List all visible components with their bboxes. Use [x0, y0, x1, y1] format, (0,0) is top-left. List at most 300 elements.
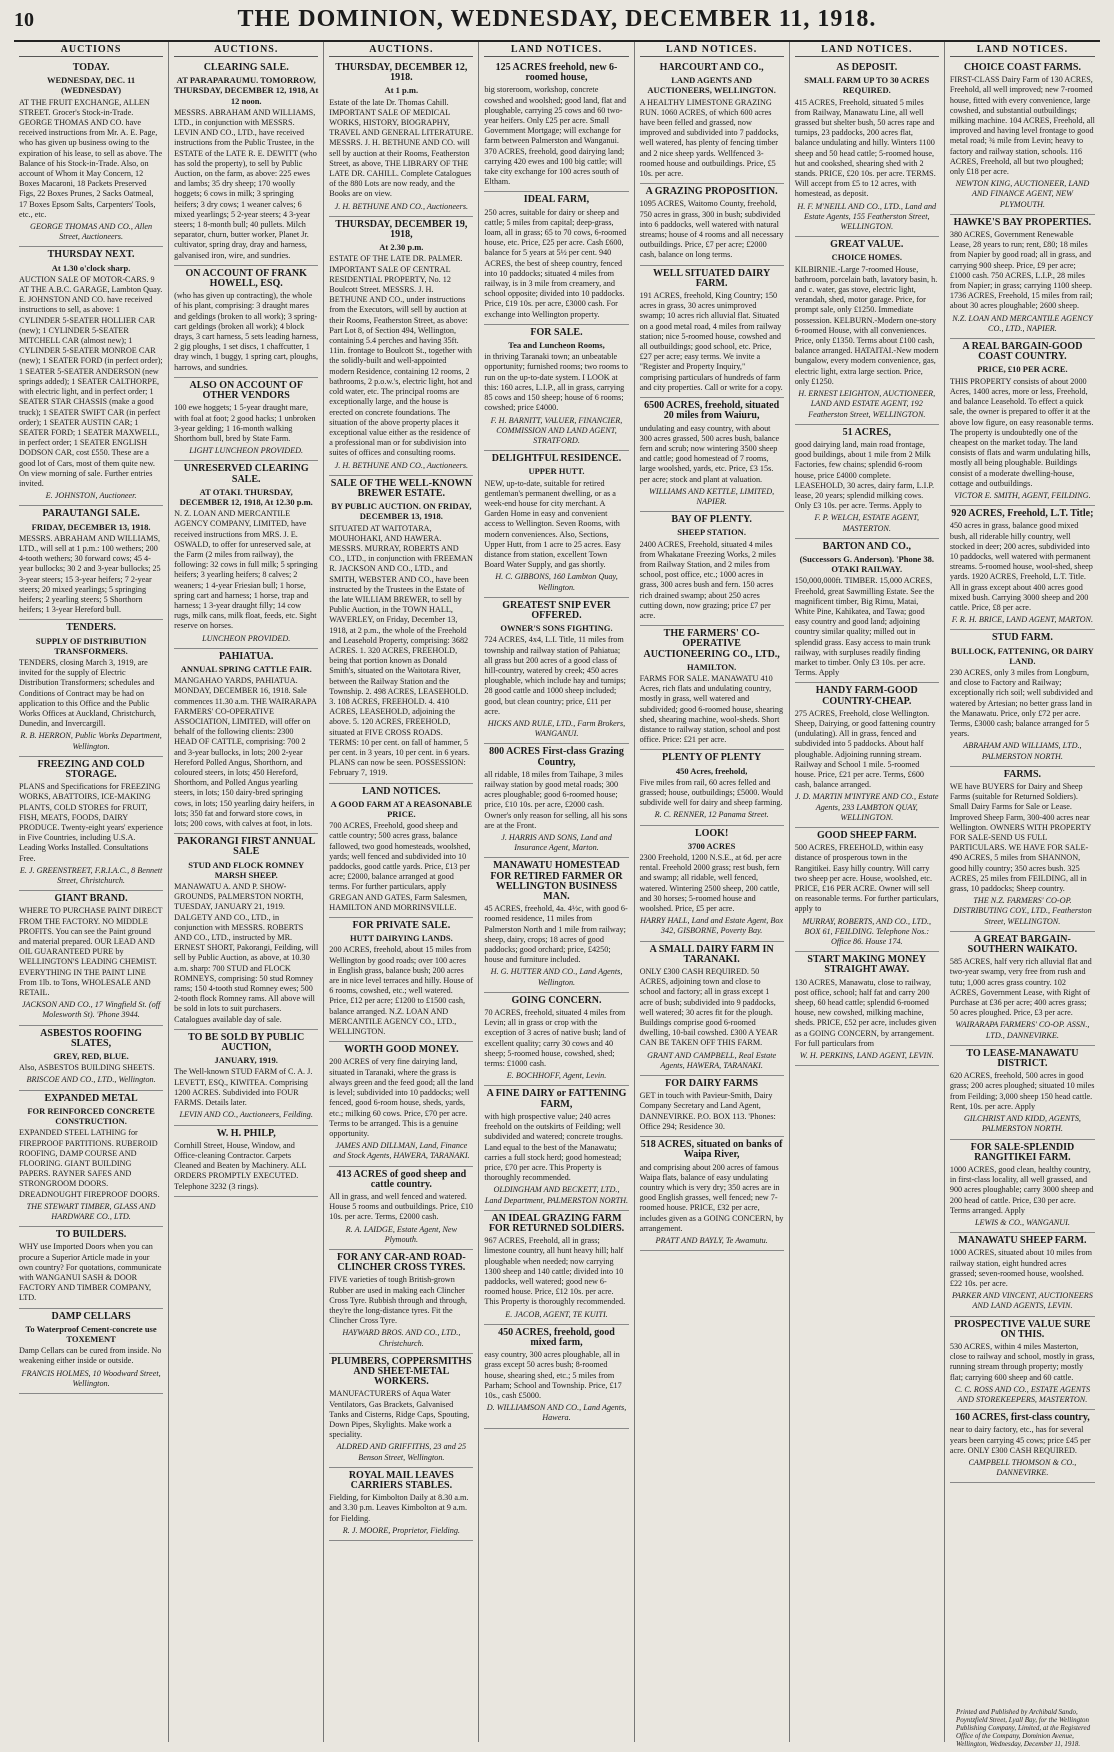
ad-subtitle: WEDNESDAY, DEC. 11 (WEDNESDAY) [46, 75, 136, 96]
ad-title: ALSO ON ACCOUNT OF OTHER VENDORS [189, 379, 303, 402]
ad-body: All in grass, and well fenced and watered. House 5 rooms and outbuildings. Price, £10 10s. per acre. Terms, £2000 cash. [329, 1191, 474, 1222]
ad-subtitle: BULLOCK, FATTENING, OR DAIRY LAND. [951, 645, 1094, 666]
ad-title: CLEARING SALE. [203, 62, 289, 73]
classified-ad [174, 834, 318, 1030]
classified-ad [19, 891, 163, 1025]
classified-ad [950, 60, 1095, 215]
ad-subtitle: UPPER HUTT. [528, 466, 585, 477]
column-heading: LAND NOTICES. [484, 44, 628, 57]
classified-ad [484, 1325, 628, 1429]
ad-subtitle: HUTT DAIRYING LANDS. [349, 933, 453, 944]
column-heading: LAND NOTICES. [950, 44, 1095, 57]
classified-ad [174, 461, 318, 648]
classified-ad [329, 476, 473, 784]
classified-ad [950, 630, 1095, 766]
ad-advertiser: PARKER AND VINCENT, AUCTIONEERS AND LAND AGENTS, LEVIN. [951, 1291, 1093, 1311]
ad-body: (who has given up contracting), the whole of his plant, comprising: 3 draught mares and geldings (broken to all work); 3 spring-cart geldings (broken all work); 4 block drays, 3 cart harness, 5 sets leading harness, 2 gig ploughs, 1 set discs, 1 chaffcutter, 1 dray winch, 1 buggy, 1 spring cart, ploughs, harrows, and sundries. [174, 291, 319, 372]
ad-title: IDEAL FARM, [523, 194, 590, 206]
ad-body: N. Z. LOAN AND MERCANTILE AGENCY COMPANY, LIMITED, have received instructions from MRS. J. E. OSWALD, to offer for unreserved sale, at the Farm (2 miles from railway), the following: 32 cows in full milk; 5 springing heifers; 3 yearling heifers; 8 calves; 2 weaners; 1 4-year Friesian bull; 1 horse, spring cart and harness; 1 horse, trap and harness; 1 3-year draught filly; 14 cow rugs, milk cans, milk float, feeds, etc. Sight reserve on horses. [174, 509, 318, 631]
ad-title: ASBESTOS ROOFING SLATES, [40, 1027, 142, 1049]
ad-title: WELL SITUATED DAIRY FARM. [652, 267, 771, 289]
ad-advertiser: JAMES AND DILLMAN, Land, Finance and Stock Agents, HAWERA, TARANAKI. [333, 1141, 470, 1161]
ad-title: FOR SALE. [530, 326, 583, 338]
ad-body: 70 ACRES, freehold, situated 4 miles from Levin; all in grass or crop with the exception of 3 acres of native bush; land of excellent quality; carry 30 cows and 40 sheep; 5-roomed house, cowshed, shed; terms: £1000 cash. [484, 1008, 626, 1069]
ad-title: ROYAL MAIL LEAVES CARRIERS STABLES. [348, 1469, 454, 1491]
ad-advertiser: VICTOR E. SMITH, AGENT, FEILDING. [954, 490, 1091, 500]
classified-ad [950, 932, 1095, 1046]
classified-ad [795, 952, 939, 1066]
ad-title: PLUMBERS, COPPERSMITHS AND SHEET-METAL WORKERS. [331, 1355, 472, 1388]
ad-body: Fielding, for Kimbolton Daily at 8.30 a.m. and 3.30 p.m. Leaves Kimbolton at 9 a.m. for Fielding. [329, 1493, 469, 1523]
ad-advertiser: J. H. BETHUNE AND CO., Auctioneers. [334, 460, 469, 470]
ad-body: WHY use Imported Doors when you can procure a Superior Article made in your own country? For quotations, communicate with WANGANUI SASH & DOOR FACTORY AND TIMBER COMPANY, LTD. [19, 1242, 162, 1303]
ad-body: FIVE varieties of tough British-grown Rubber are used in making each Clincher Cross Tyre. Rubbish through and through, they're the long-distance tyres. Fit the Clincher Cross Tyre. [329, 1275, 468, 1326]
ad-subtitle: GREY, RED, BLUE. [53, 1051, 129, 1062]
ad-advertiser: JACKSON AND CO., 17 Wingfield St. (off Molesworth St). 'Phone 3944. [21, 1000, 161, 1020]
classified-ad [484, 1086, 628, 1210]
ad-body: 150,000,000ft. TIMBER. 15,000 ACRES, Freehold, great Sawmilling Estate. See the magnificent timber, Big Rimu, Matai, White Pine, Kahikatea, and Tawa; good easy country and good land; adjoining country similar quality; milled out in splendid grass. Easy access to main trunk railway, with surpluses readily finding market to timber. Only £3 10s. per acre. Terms. Apply [794, 576, 935, 678]
classified-ad [484, 60, 628, 192]
ad-body: 530 ACRES, within 4 miles Masterton, close to railway and school, mostly in grass, running stream through property; mostly flat; carrying 600 sheep and 60 cattle. [949, 1341, 1095, 1382]
ad-title: START MAKING MONEY STRAIGHT AWAY. [807, 954, 927, 976]
ad-advertiser: FRANCIS HOLMES, 10 Woodward Street, Wellington. [21, 1368, 161, 1388]
classified-ad [19, 1026, 163, 1091]
ad-body: good dairying land, main road frontage, good buildings, about 1 mile from 2 Milk Factories, few chains; splendid 6-room house, price £4000 complete. LEASEHOLD, 30 acres, dairy farm, L.I.P. lease, 20 years; splendid milking cows. Only £3 10s. per acre. Terms. Apply to [794, 439, 935, 511]
ad-advertiser: MURRAY, ROBERTS, AND CO., LTD., BOX 61, FEILDING. Telephone Nos.: Office 86. House 174. [802, 916, 932, 947]
ad-advertiser: OLDINGHAM AND BECKETT, LTD., Land Department, PALMERSTON NORTH. [484, 1185, 629, 1205]
ad-title: LOOK! [694, 827, 729, 839]
column-6 [790, 42, 945, 1742]
classified-ad [640, 750, 784, 825]
ad-body: 230 ACRES, only 3 miles from Longburn, and close to Factory and Railway; exceptionally rich soil; well subdivided and watered by Artesian; no better grass land in the Manawatu. Price, only £72 per acre. Terms, £3000 cash; balance arranged for 5 years. [949, 667, 1093, 739]
ad-advertiser: HICKS AND RULE, LTD., Farm Brokers, WANGANUI. [487, 718, 626, 739]
classified-ad [795, 539, 939, 684]
column-2 [169, 42, 324, 1742]
classified-ad [19, 1309, 163, 1394]
ad-subtitle: At 1 p.m. [384, 85, 419, 96]
ad-title: 920 ACRES, Freehold, L.T. Title; [951, 508, 1094, 520]
ad-body: ESTATE OF THE LATE DR. PALMER. IMPORTANT SALE OF CENTRAL RESIDENTIAL PROPERTY, No. 12 Boulcott Street. MESSRS. J. H. BETHUNE AND CO., under instructions from the Executors, will sell by auction at their Rooms, Featherston Street, as above: Part Lot 8, of Section 494, Wellington, containing 5.4 perches and having 35ft. 11in. frontage to Boulcott St., together with the solidly-built and well-appointed modern Residence, containing 12 rooms, 2 bathrooms, 2 p.o.w.'s, electric light, hot and cold water, etc. The principal rooms are exceptionally large, and the house is erected on concrete foundations. The situation of the above property places it exceptional value either as the residence of a professional man or for subdivision into suites of offices and consulting rooms. [329, 254, 473, 458]
ad-title: PAHIATUA. [219, 650, 274, 662]
ad-title: 413 ACRES of good sheep and cattle country. [336, 1168, 467, 1190]
column-heading: AUCTIONS. [329, 44, 473, 57]
classified-ad [640, 60, 784, 184]
classified-ad [19, 1091, 163, 1227]
classified-ad [950, 215, 1095, 339]
ad-title: BAY OF PLENTY. [671, 514, 752, 526]
ad-body: Cornhill Street, House, Window, and Office-cleaning Contractor. Carpets Cleaned and Beaten by Machinery. ALL ORDERS PROMPTLY EXECUTED. Telephone 3232 (3 rings). [174, 1140, 307, 1191]
classified-ad [950, 1410, 1095, 1483]
ad-body: ONLY £300 CASH REQUIRED. 50 ACRES, adjoining town and close to school and factory; all in grass except 1 acre of bush; subdivided into 9 paddocks, well watered; 30 acres fit for the plough. Buildings comprise good 6-roomed dwelling, 10-bail cowshed. £300 A YEAR CAN BE TAKEN OFF THIS FARM. [639, 967, 778, 1048]
ad-advertiser: ABRAHAM AND WILLIAMS, LTD., PALMERSTON NORTH. [963, 741, 1082, 761]
ad-title: DELIGHTFUL RESIDENCE. [491, 453, 622, 465]
ad-body: in thriving Taranaki town; an unbeatable opportunity; furnished rooms; two rooms to run on the up-to-date system. I LOOK at this: 160 acres, L.I.P., all in grass, carrying 85 cows and 150 sheep; house of 6 rooms; cowshed; price £4000. [484, 352, 628, 413]
ad-title: 450 ACRES, freehold, good mixed farm, [498, 1326, 615, 1348]
classified-ad [950, 767, 1095, 932]
classified-ad [640, 1076, 784, 1137]
classified-ad [329, 1167, 473, 1250]
ad-body: SITUATED AT WAITOTARA, MOUHOHAKI, AND HAWERA. MESSRS. MURRAY, ROBERTS AND CO., LTD., in conjunction with FREEMAN R. JACKSON AND CO., LTD., and SMITH, WEBSTER AND CO., have been instructed by the Trustees in the Estate of the late WILLIAM BREWER, to sell by Public Auction, in the TOWN HALL, WAVERLEY, on Friday, December 13, 1918, at 2 p.m., the whole of the Freehold and Leasehold Property, comprising: 3682 ACRES. 1. 320 ACRES, FREEHOLD, being that portion known as Donald Smith's, situated on the Waitotara River, between the Railway Station and the Township. 2. 498 ACRES, LEASEHOLD. 3. 108 ACRES, FREEHOLD. 4. 410 ACRES, LEASEHOLD, adjoining the above. 5. 120 ACRES, FREEHOLD, situated at FIVE CROSS ROADS. TERMS: 10 per cent. on fall of hammer, 5 per cent. in 3 years, 10 per cent. in 6 years. PLANS can now be seen. POSSESSION: February 7, 1919. [329, 523, 473, 778]
ad-title: W. H. PHILP, [216, 1127, 276, 1139]
classified-ad [329, 1468, 473, 1541]
ad-subtitle: HAMILTON. [686, 661, 737, 672]
ad-title: TO LEASE-MANAWATU DISTRICT. [966, 1047, 1079, 1070]
ad-title: HAWKE'S BAY PROPERTIES. [953, 216, 1092, 228]
classified-ad [795, 828, 939, 952]
ad-body: with high prospective value; 240 acres freehold on the outskirts of Feilding; well subdivided and watered; concrete troughs. Land equal to the best of the Manawatu; carries a full stock herd; good homestead; price, £70 per acre. This Property is thoroughly recommended. [484, 1111, 623, 1183]
ad-advertiser: R. J. MOORE, Proprietor, Fielding. [342, 1525, 460, 1535]
ad-body: 500 ACRES, FREEHOLD, within easy distance of prosperous town in the Rangitikei. Easy hilly country. Will carry two sheep per acre. House, woolshed, etc. PRICE, £16 PER ACRE. Owner will sell on reasonable terms. For further particulars, apply to [794, 843, 939, 914]
classified-ad [795, 425, 939, 539]
ad-subtitle: (Successors G. Anderson). 'Phone 38. OTAKI RAILWAY. [799, 553, 934, 575]
column-heading: AUCTIONS. [174, 44, 318, 57]
ad-subtitle: SHEEP STATION. [677, 527, 746, 538]
classified-ad [329, 217, 473, 476]
ad-title: HARCOURT AND CO., [659, 62, 764, 73]
ad-body: 45 ACRES, freehold, 4a. 4½c, with good 6-roomed residence, 11 miles from Palmerston North and 1 mile from railway; sheep, dairy, crops; 18 acres of good paddocks; good orchard; price, £4250; house and furniture included. [484, 904, 628, 965]
column-heading: LAND NOTICES. [795, 44, 939, 57]
ad-body: near to dairy factory, etc., has for several years been carrying 45 cows; price £45 per acre. ONLY £300 CASH REQUIRED. [949, 1425, 1091, 1455]
ad-title: GREATEST SNIP EVER OFFERED. [502, 599, 611, 621]
ad-body: MANAWATU A. AND P. SHOW-GROUNDS, PALMERSTON NORTH, TUESDAY, JANUARY 21, 1919. DALGETY AND CO., LTD., in conjunction with MESSRS. ROBERTS AND CO., LTD., instructed by MR. ERNEST SHORT, Pakorangi, Feilding, will sell by Public Auction, as above, at 10.30 a.m. sharp: 700 STUD and FLOCK ROMNEYS, comprising: 50 stud Romney rams; 150 4-tooth stud Romney ewes; 500 2-tooth flock Romney rams. All above will be sold in lots to suit purchasers. Catalogues available day of sale. [174, 882, 319, 1024]
ad-advertiser: GRANT AND CAMPBELL, Real Estate Agents, HAWERA, TARANAKI. [647, 1050, 777, 1070]
classified-ad [484, 1211, 628, 1325]
classified-ad [795, 60, 939, 237]
classified-ad [329, 1250, 473, 1354]
ad-body: THIS PROPERTY consists of about 2000 Acres, 1400 acres, more or less, Freehold, and balance Leasehold. To effect a quick sale, the owner is prepared to offer it at the above low figure, on easy reasonable terms. The property is undoubtedly one of the cheapest on the market today. The land consists of flats and warm undulating hills, mostly all being ploughable. Buildings consist of a moderate dwelling-house, cottage and outbuildings. [949, 376, 1094, 488]
ad-title: BARTON AND CO., [822, 540, 911, 552]
ad-body: AUCTION SALE OF MOTOR-CARS. 9 AT THE A.B.C. GARAGE, Lambton Quay. E. JOHNSTON AND CO. have received instructions to sell, as above: 1 CYLINDER 5-SEATER HOLLIER CAR (new); 1 CYLINDER 5-SEATER MITCHELL CAR (almost new); 1 CYLINDER 5-SEATER MONROE CAR (new); 1 SEATER FORD (in perfect order); 1 SEATER 5-SEATER ANDERSON (new springs added); 1 SEATER CALTHORPE, with electric light, and in perfect order; 1 SEATER STAR CHASSIS (make a good truck); 1 SEATER SWIFT CAR (in perfect order); 1 SEATER AUSTIN CAR; 1 SEATER FORD; 1 SEATER MAXWELL, in perfect order; 1 SEATER ENGLISH DODSON CAR, cost £550. These are a good lot of Cars, most of them quite new. On view morning of sale. Further entries invited. [19, 274, 163, 488]
ad-advertiser: F. P. WELCH, ESTATE AGENT, MASTERTON. [814, 513, 920, 533]
ad-body: 100 ewe hoggets; 1 5-year draught mare, with foal at foot; 2 good hacks; 1 unbroken 3-year gelding; 1 16-month walking Shorthorn bull, bred by State Farm. [174, 403, 316, 443]
ad-title: TODAY. [72, 62, 110, 73]
ad-subtitle: JANUARY, 1919. [214, 1055, 278, 1066]
ad-advertiser: WILLIAMS AND KETTLE, LIMITED, NAPIER. [649, 486, 775, 506]
ad-title: THE FARMERS' CO-OPERATIVE AUCTIONEERING CO., LTD., [643, 628, 780, 660]
classified-ad [950, 1233, 1095, 1316]
ad-body: undulating and easy country, with about 300 acres grassed, 500 acres bush, balance fern and scrub; now wintering 3500 sheep and cattle; good homestead of 7 rooms, large woolshed, yards, etc. Price, £3 15s. per acre; stock and plant at valuation. [639, 423, 780, 484]
ad-advertiser: THE N.Z. FARMERS' CO-OP. DISTRIBUTING COY., LTD., Featherston Street, WELLINGTON. [953, 896, 1092, 926]
ad-subtitle: STUD AND FLOCK ROMNEY MARSH SHEEP. [188, 859, 305, 880]
ad-body: MANGAHAO YARDS, PAHIATUA. MONDAY, DECEMBER 16, 1918. Sale commences 11.30 a.m. THE WAIRARAPA FARMERS' CO-OPERATIVE ASSOCIATION, LIMITED, will offer on behalf of the following clients: 2300 HEAD OF CATTLE, comprising: 700 2 and 3-year bullocks, in lots; 200 2-year Hereford Polled Angus, Shorthorn, and coloured steers, in lots; 450 Hereford, Shorthorn, and Polled Angus yearling steers, in lots; 150 dairy-bred springing cows, in lots; 150 yearling dairy heifers, in lots; 350 fat and forward store cows, in lots; 200 cows, with calves at foot, in lots. [174, 676, 317, 829]
ad-title: AS DEPOSIT. [836, 62, 898, 73]
ad-title: WORTH GOOD MONEY. [344, 1044, 459, 1056]
ad-title: 125 ACRES freehold, new 6-roomed house, [495, 62, 618, 84]
ad-title: PLENTY OF PLENTY [661, 752, 762, 764]
ad-body: A HEALTHY LIMESTONE GRAZING RUN. 1060 ACRES, of which 600 acres have been felled and grassed, now improved and subdivided into 7 paddocks, well watered, has plenty of fencing timber and 2 nice sheep yards. Wellfenced 3-roomed house and outbuildings. Price, £5 10s. per acre. [639, 97, 779, 179]
classified-ad [174, 1030, 318, 1126]
classified-ad [484, 993, 628, 1087]
classified-ad [19, 1227, 163, 1308]
ad-advertiser: H. C. GIBBONS, 160 Lambton Quay, Wellington. [495, 572, 618, 592]
ad-body: 200 ACRES, freehold, about 15 miles from Wellington by good roads; over 100 acres in English grass, balance bush; 200 acres are in nice level terraces and hilly. House of 6 rooms, cowshed, etc.; well watered. Price, £12 per acre; £1200 to £1500 cash, balance arranged. N.Z. LOAN AND MERCANTILE AGENCY CO., LTD., WELLINGTON. [329, 945, 474, 1037]
ad-body: 130 ACRES, Manawatu, close to railway, post office, school; half fat and carry 200 sheep, 60 head cattle; splendid 6-roomed house, new cowshed, milking machine, sheds. PRICE, £52 per acre, includes given as a GOING CONCERN, by arrangement. For full particulars from [794, 977, 937, 1048]
column-heading: AUCTIONS [19, 44, 163, 57]
ad-title: FOR DAIRY FARMS [665, 1078, 759, 1090]
classified-ad [484, 858, 628, 992]
classified-ad [640, 184, 784, 265]
ad-title: SALE OF THE WELL-KNOWN BREWER ESTATE. [330, 477, 472, 499]
ad-advertiser: WAIRARAPA FARMERS' CO-OP. ASSN., LTD., DANNEVIRKE. [955, 1020, 1090, 1040]
ad-body: 450 acres in grass, balance good mixed bush, all riderable hilly country, well stocked in deer; 200 acres, subdivided into 10 paddocks, well watered with permanent streams. 5-roomed house, wool-shed, sheep yards. 1920 ACRES, Freehold, L.T. Title. All in grass except about 400 acres good mixed bush. Carrying 3000 sheep and 200 cattle. Price, £8 per acre. [949, 521, 1093, 612]
ad-subtitle: 3700 ACRES [687, 840, 736, 851]
classified-ad [640, 1137, 784, 1251]
ad-subtitle: 450 Acres, freehold, [675, 765, 748, 776]
ad-title: MANAWATU HOMESTEAD FOR RETIRED FARMER OR WELLINGTON BUSINESS MAN. [490, 860, 623, 903]
ad-body: 620 ACRES, freehold, 500 acres in good grass; 200 acres ploughed; situated 10 miles from Feilding; 3,000 sheep 150 head cattle. Rent, 10s. per acre. Apply [949, 1071, 1095, 1111]
ad-title: 800 ACRES First-class Grazing Country, [489, 746, 624, 768]
ad-title: THURSDAY, DECEMBER 12, 1918. [335, 62, 468, 84]
ad-title: TO BE SOLD BY PUBLIC AUCTION, [188, 1031, 305, 1054]
ad-body: MESSRS. ABRAHAM AND WILLIAMS, LTD., in conjunction with MESSRS. LEVIN AND CO., LTD., have received instructions from the Public Trustee, in the ESTATE of the LATE R. E. DEWITT (who has sold the property), to sell by Public Auction, on the farm, as above: 225 ewes and lambs; 35 dry sheep; 170 woolly hoggets; 6 cows in milk; 3 springing heifers; 3 dry cows; 1 weaner calves; 6 mixed yearlings; 5 2-year steers; 4 3-year steers; 1 8-month bull; 40 pullets. Milch separator, churn, butter worker, Planet Jr. cultivator, spring dray, dray and harness, galvanised iron, wire, and sundries. [174, 107, 317, 260]
classified-ad [640, 266, 784, 398]
masthead [14, 6, 1100, 42]
classified-ad [19, 506, 163, 620]
ad-body: PLANS and Specifications for FREEZING WORKS, ABATTOIRS, ICE-MAKING PLANTS, COLD STORES for FRUIT, FISH, MEATS, FOODS, DAIRY PRODUCE. Twenty-eight years' experience in Five Countries, including U.S.A. Leading Works Installed. Consultations Free. [19, 782, 163, 863]
ad-subtitle: SUPPLY OF DISTRIBUTION TRANSFORMERS. [35, 635, 147, 656]
ad-advertiser: R. A. LAIDGE, Estate Agent, New Plymouth. [345, 1224, 458, 1244]
ad-body: 1000 ACRES, good clean, healthy country, in first-class locality, all well grassed, and 900 acres ploughable; carry 3000 sheep and 200 head of cattle. Price, £30 per acre. Terms arranged. Apply [949, 1164, 1094, 1215]
ad-subtitle: At 2.30 p.m. [379, 242, 424, 253]
classified-ad [950, 339, 1095, 506]
classified-ad [640, 512, 784, 626]
ad-body: 250 acres, suitable for dairy or sheep and cattle; 5 miles from capital; deep-grass, loam, all in grass; 65 to 70 cows, 6-roomed house, etc. Price, £25 per acre. Cash £600, balance for 5 years at 5½ per cent. 940 ACRES, the best of sheep country, fenced into 10 paddocks; situated 4 miles from railway, is in 3 mile from creamery, and school opposite; divided into 10 paddocks. Price, £19 10s. per acre, £3000 cash. For exchange into Wellington property. [484, 207, 627, 319]
ad-subtitle: SMALL FARM UP TO 30 ACRES REQUIRED. [804, 75, 930, 96]
ad-body: TENDERS, closing March 3, 1919, are invited for the supply of Electric Distribution Transformers; schedules and Conditions of Contract may be had on application to this Office and the Public Works Offices at Auckland, Christchurch, Dunedin, and Invercargill. [19, 657, 156, 729]
ad-body: 1095 ACRES, Waitomo County, freehold, 750 acres in grass, 300 in bush; subdivided into 6 paddocks, well watered with natural streams; house of 4 rooms and all necessary outbuildings. Price, £7 per acre; £2000 cash, balance on long terms. [639, 199, 784, 260]
ad-body: 700 ACRES, Freehold, good sheep and cattle country; 500 acres grass, balance fallowed, two good homesteads, woolshed, yards; well fenced and subdivided into 10 paddocks, good cattle yards. Price, £13 per acre; £2000, balance arranged at good terms. For further particulars, apply GREGAN AND GATES, Farm Salesmen, HAMILTON AND MORRINSVILLE. [329, 821, 471, 912]
ad-body: FIRST-CLASS Dairy Farm of 130 ACRES, Freehold, all well improved; new 7-roomed house, fitted with every convenience, large cowshed, and substantial outbuildings; milking machine. 104 ACRES, Freehold, all improved and having level frontage to good metal road; ¾ mile from Levin; heavy to factory and railway station, schools. 116 ACRES, Freehold, all but two ploughed; only £18 per acre. [949, 75, 1095, 177]
classified-ad [484, 325, 628, 451]
ad-advertiser: LUNCHEON PROVIDED. [202, 633, 291, 643]
ad-title: A SMALL DAIRY FARM IN TARANAKI. [649, 943, 774, 965]
classified-ad [174, 266, 318, 378]
ad-subtitle: Tea and Luncheon Rooms, [508, 340, 605, 351]
ad-advertiser: R. C. RENNER, 12 Panama Street. [654, 810, 769, 820]
ad-advertiser: H. G. HUTTER AND CO., Land Agents, Wellington. [490, 967, 623, 987]
newspaper-title: THE DOMINION, WEDNESDAY, DECEMBER 11, 1918. [237, 6, 877, 32]
column-heading: LAND NOTICES. [640, 44, 784, 57]
ad-advertiser: F. H. BARNITT, VALUER, FINANCIER, COMMISSION AND LAND AGENT, STRATFORD. [490, 415, 623, 445]
ad-body: KILBIRNIE.-Large 7-roomed House, bathroom, porcelain bath, lavatory basin, h. and c. water, gas stove, electric light, verandah, shed, motor garage. Price, for prompt sale, only £1250. Immediate possession. KELBURN.-Modern one-story 6-roomed House, with all conveniences. Price, only £1350. Terms about £100 cash, balance arranged. HATAITAI.-New modern bungalow, every modern convenience, gas, electric light, extra large section. Price, only £1250. [794, 264, 939, 386]
classified-ad [329, 784, 473, 918]
classified-ad [795, 683, 939, 828]
ad-title: 51 ACRES, [842, 426, 891, 438]
ad-title: THURSDAY NEXT. [47, 249, 135, 261]
ad-title: FOR SALE-SPLENDID RANGITIKEI FARM. [970, 1141, 1075, 1163]
column-1 [14, 42, 169, 1742]
classified-ad [795, 237, 939, 424]
ad-title: GOOD SHEEP FARM. [817, 830, 917, 842]
ad-title: FOR ANY CAR-AND ROAD-CLINCHER CROSS TYRES. [336, 1251, 466, 1274]
ad-body: MANUFACTURERS of Aqua Water Ventilators, Gas Brackets, Galvanised Tanks and Cisterns, Ridge Caps, Spouting, Down Pipes, Skylights. Make work a speciality. [329, 1389, 470, 1440]
ad-advertiser: N.Z. LOAN AND MERCANTILE AGENCY CO., LTD., NAPIER. [952, 313, 1093, 333]
ad-advertiser: C. C. ROSS AND CO., ESTATE AGENTS AND STOREKEEPERS, MASTERTON. [954, 1384, 1091, 1404]
classified-ad [174, 60, 318, 266]
ad-advertiser: HAYWARD BROS. AND CO., LTD., Christchurch. [342, 1328, 461, 1348]
ad-title: AN IDEAL GRAZING FARM FOR RETURNED SOLDIERS. [488, 1212, 625, 1234]
ad-body: 724 ACRES, 4x4, L.I. Title, 11 miles from township and railway station of Pahiatua; all grass but 200 acres of a good class of hill-country, watered by creek; 450 acres ploughable, which include hay and turnips; 28 good cattle and 1000 sheep included; good, but clean country; price, £11 per acre. [484, 635, 626, 716]
ad-advertiser: NEWTON KING, AUCTIONEER, LAND AND FINANCE AGENT, NEW PLYMOUTH. [955, 179, 1090, 209]
ad-advertiser: W. H. PERKINS, LAND AGENT, LEVIN. [799, 1051, 934, 1061]
classified-ad [640, 826, 784, 942]
ad-body: and comprising about 200 acres of famous Waipa flats, balance of easy undulating country which is very dry; 350 acres are in good English grasses, well fenced; new 7-roomed house. PRICE, £32 per acre, includes given as a GOING CONCERN, by arrangement. [639, 1162, 784, 1233]
imprint: Printed and Published by Archibald Sando, Poyntzfield Street, Lyall Bay, for the Wellington Publishing Company, Limited, at the Registered Office of the Company, Dominion Avenue, Wellington, Wednesday, December 11, 1918. [956, 1708, 1091, 1748]
ad-title: CHOICE COAST FARMS. [963, 62, 1081, 73]
ad-subtitle: A GOOD FARM AT A REASONABLE PRICE. [330, 798, 473, 820]
ad-advertiser: H. ERNEST LEIGHTON, AUCTIONEER, LAND AND ESTATE AGENT, 192 Featherston Street, WELLINGTON. [798, 389, 936, 419]
ad-title: PARAUTANGI SALE. [42, 508, 140, 520]
ad-title: PAKORANGI FIRST ANNUAL SALE [177, 836, 316, 858]
ad-title: GOING CONCERN. [511, 994, 602, 1006]
ad-title: PROSPECTIVE VALUE SURE ON THIS. [954, 1318, 1091, 1340]
ad-body: The Well-known STUD FARM of C. A. J. LEVETT, ESQ., KIWITEA. Comprising 1200 ACRES. Subdivided into FOUR FARMS. Details later. [174, 1067, 313, 1108]
ad-title: STUD FARM. [991, 632, 1053, 644]
classified-ad [484, 451, 628, 598]
column-4 [479, 42, 634, 1742]
ad-subtitle: AT OTAKI. THURSDAY, DECEMBER 12, 1918, At 12.30 p.m. [179, 486, 313, 507]
ad-body: big storeroom, workshop, concrete cowshed and woolshed; good land, flat and ploughable, carrying 25 cows and 60 two-year heifers. Only £25 per acre. Small Government Mortgage; will exchange for farm between Palmerston and Wanganui. 370 ACRES, freehold, good dairying land; carrying 420 ewes and 100 big cattle; will take city exchange for 100 acres south of Eltham. [484, 85, 627, 187]
ad-body: GET in touch with Pavieur-Smith, Dairy Company Secretary and Land Agent, DANNEVIRKE. P.O. BOX 113. 'Phones: Office 294; Residence 30. [639, 1091, 776, 1131]
ad-title: THURSDAY, DECEMBER 19, 1918, [335, 218, 468, 241]
ad-body: 585 ACRES, half very rich alluvial flat and two-year swamp, very free from rush and tutu; 1,000 acres grass country. 102 ACRES, Government Lease, with Right of Purchase at £36 per acre; 400 acres grass; 50 acres ploughed. Price, £3 per acre. [949, 957, 1092, 1018]
classified-ad [174, 378, 318, 461]
ad-advertiser: R. B. HERRON, Public Works Department, Wellington. [20, 731, 162, 751]
ad-advertiser: THE STEWART TIMBER, GLASS AND HARDWARE CO., LTD. [26, 1201, 156, 1221]
ad-advertiser: J. HARRIS AND SONS, Land and Insurance Agent, Marton. [501, 833, 612, 853]
classified-ad [329, 1354, 473, 1468]
ad-advertiser: LEWIS & CO., WANGANUI. [974, 1217, 1070, 1227]
ad-title: LAND NOTICES. [362, 785, 441, 797]
ad-advertiser: J. D. MARTIN M'INTYRE AND CO., Estate Agents, 233 LAMBTON QUAY, WELLINGTON. [795, 792, 939, 822]
ad-advertiser: HARRY HALL, Land and Estate Agent, Box 342, GISBORNE, Poverty Bay. [640, 916, 784, 936]
classified-ad [950, 1140, 1095, 1234]
ad-body: AT THE FRUIT EXCHANGE, ALLEN STREET. Grocer's Stock-in-Trade. GEORGE THOMAS AND CO. have received instructions from Mr. A. E. Page, who has given up business owing to the expiration of his lease, to sell as above. The Balance of his Stock-in-Trade. Also, on account of Whom it May Concern, 12 Boxes Macaroni, 18 Packets Preserved Figs, 22 Boxes Prunes, 2 Sacks Oatmeal, 17 Boxes Epsom Salts, Carpenters' Tools, etc., etc. [19, 97, 163, 219]
ad-subtitle: OWNER'S SONS FIGHTING. [500, 623, 613, 634]
ad-body: 380 ACRES, Government Renewable Lease, 28 years to run; rent, £80; 18 miles from Napier by good road; all in grass, and carrying 900 sheep. Price, £9 per acre; £1000 cash. 750 ACRES, L.I.P., 28 miles from Napier; in grass; carrying 1100 sheep. 1736 ACRES, Freehold, 15 miles from rail; about 30 acres ploughable; 2600 sheep. [949, 230, 1093, 311]
ad-subtitle: CHOICE HOMES. [831, 252, 902, 263]
ad-advertiser: E. BOCHHOFF, Agent, Levin. [506, 1071, 607, 1081]
ad-body: FARMS FOR SALE. MANAWATU 410 Acres, rich flats and undulating country, mostly in grass, well watered and subdivided; good 6-roomed house, shearing shed, shearing machine, wool-sheds. Short distance to railway station, school and post office. Price: £21 per acre. [639, 673, 784, 745]
ad-advertiser: BRISCOE AND CO., LTD., Wellington. [26, 1075, 156, 1085]
ad-title: 518 ACRES, situated on banks of Waipa River, [640, 1139, 783, 1161]
classified-ad [19, 247, 163, 506]
ad-title: A GREAT BARGAIN-SOUTHERN WAIKATO. [967, 933, 1078, 956]
ad-advertiser: ALDRED AND GRIFFITHS, 23 and 25 Benson Street, Wellington. [336, 1442, 467, 1462]
column-5 [635, 42, 790, 1742]
ad-subtitle: At 1.30 o'clock sharp. [51, 262, 131, 273]
ad-advertiser: F. R. H. BRICE, LAND AGENT, MARTON. [951, 615, 1094, 625]
ad-title: GREAT VALUE. [830, 239, 904, 251]
ad-body: 967 ACRES, Freehold, all in grass; limestone country, all hunt heavy hill; half ploughable when needed; now carrying 1300 sheep and 140 cattle; divided into 10 paddocks, well watered; good new 6-roomed house. Price, £12 10s. per acre. This Property is thoroughly recommended. [484, 1236, 626, 1307]
ad-body: 415 ACRES, Freehold, situated 5 miles from Railway, Manawatu Line, all well grassed but shelter bush, 50 acres rape and turnips, 23 paddocks, 200 acres flat, balance undulating and hilly. Winters 1100 sheep and 50 head cattle; 5-roomed house, hut and cookshed, shearing shed with 2 stands. PRICE, £20 10s. per acre. TERMS. Will accept from £5 to 12 acres, with homestead, as deposit. [794, 97, 936, 199]
ad-body: Estate of the late Dr. Thomas Cahill. IMPORTANT SALE OF MEDICAL WORKS, HISTORY, BIOGRAPHY, TRAVEL AND GENERAL LITERATURE. MESSRS. J. H. BETHUNE AND CO. will sell by auction at their Rooms, Featherston Street, as above, THE LIBRARY OF THE LATE DR. CAHILL. Complete Catalogues of the 880 Lots are now ready, and the Books are on view. [329, 97, 474, 199]
ad-subtitle: AT PARAPARAUMU. TOMORROW, THURSDAY, DECEMBER 12, 1918, At 12 noon. [174, 75, 319, 106]
ad-title: 6500 ACRES, freehold, situated 20 miles from Waiuru, [644, 400, 780, 422]
ad-title: FOR PRIVATE SALE. [352, 920, 451, 932]
classified-ad [329, 918, 473, 1042]
ad-body: 1000 ACRES, situated about 10 miles from railway station, eight hundred acres grassed; seven-roomed house, woolshed. £22 10s. per acre. [949, 1248, 1092, 1288]
classified-ad [484, 598, 628, 745]
classified-ad [950, 1317, 1095, 1411]
ad-title: ON ACCOUNT OF FRANK HOWELL, ESQ. [185, 267, 307, 290]
classified-ad [950, 506, 1095, 630]
page-number: 10 [14, 9, 34, 31]
classified-ad [329, 1042, 473, 1166]
ad-title: UNRESERVED CLEARING SALE. [183, 463, 309, 485]
ad-subtitle: FOR REINFORCED CONCRETE CONSTRUCTION. [27, 1105, 155, 1127]
columns [14, 42, 1100, 1742]
ad-subtitle: PRICE, £10 PER ACRE. [977, 364, 1068, 375]
ad-title: MANAWATU SHEEP FARM. [958, 1235, 1087, 1247]
ad-body: 275 ACRES, Freehold, close Wellington. Sheep, Dairying, or good fattening country (undulating). All in grass, fenced and subdivided into 5 paddocks. About half ploughable. Adjoining running stream. Railway and School 1 mile. 5-roomed house. Price, £21 per acre. Terms, £600 cash, balance arranged. [794, 708, 936, 790]
classified-ad [174, 649, 318, 834]
ad-body: WHERE TO PURCHASE PAINT DIRECT FROM THE FACTORY. NO MIDDLE PROFITS. You can see the Paint ground and material prepared. OUR LEAD AND OIL GUARANTEED PURE by WELLINGTON'S LEADING CHEMIST. EVERYTHING IN THE PAINT LINE From 1lb. to Tons, WHOLESALE AND RETAIL. [19, 906, 163, 998]
ad-title: TO BUILDERS. [55, 1229, 127, 1241]
column-7 [945, 42, 1100, 1742]
classified-ad [19, 620, 163, 756]
ad-body: MESSRS. ABRAHAM AND WILLIAMS, LTD., will sell at 1 p.m.: 100 wethers; 200 4-tooth wethers; 30 forward cows; 45 4-year bullocks; 30 2 and 3-year bullocks; 25 3-year steers; 15 3-year heifers; 7 2-year steers; 20 mixed yearlings; 5 springing heifers; 2 yearling steers; 5 Shorthorn heifers; 1 3-year Hereford bull. [19, 533, 161, 615]
ad-title: A REAL BARGAIN-GOOD COAST COUNTRY. [962, 341, 1083, 363]
ad-advertiser: PRATT AND BAYLY, Te Awamutu. [655, 1235, 768, 1245]
classified-ad [484, 192, 628, 324]
classified-ad [950, 1046, 1095, 1140]
classified-ad [329, 60, 473, 217]
ad-advertiser: LEVIN AND CO., Auctioneers, Feilding. [179, 1110, 313, 1120]
ad-advertiser: CAMPBELL THOMSON & CO., DANNEVIRKE. [968, 1457, 1077, 1478]
ad-body: easy country, 300 acres ploughable, all in grass except 50 acres bush; 8-roomed house, shearing shed, etc.; 5 miles from Parham; School and Township. Price, £17 10s., cash £5000. [484, 1350, 622, 1400]
ad-body: all ridable, 18 miles from Taihape, 3 miles railway station by good metal roads; 300 acres ploughable; good 6-roomed house; price, £10 10s. per acre, £2000 cash. Owner's only reason for selling, all his sons are at the Front. [484, 769, 628, 830]
ad-title: EXPANDED METAL [44, 1092, 138, 1104]
ad-advertiser: GEORGE THOMAS AND CO., Allen Street, Auctioneers. [30, 222, 153, 242]
classified-ad [484, 744, 628, 858]
ad-body: NEW, up-to-date, suitable for retired gentleman's permanent dwelling, or as a week-end house for city merchant. A Garden Home in easy and convenient access to Wellington. Seven Rooms, with modern conveniences. Also, Sections, Upper Hutt, from 1 acre to 25 acres. Easy distance from station, excellent Town Board Water Supply, and gas shortly. [484, 478, 621, 570]
ad-advertiser: J. H. BETHUNE AND CO., Auctioneers. [334, 201, 469, 211]
ad-title: FREEZING AND COLD STORAGE. [37, 758, 145, 780]
ad-subtitle: FRIDAY, DECEMBER 13, 1918. [31, 521, 151, 532]
ad-title: FARMS. [1003, 768, 1042, 780]
ad-advertiser: E. JACOB, AGENT, TE KUITI. [505, 1309, 608, 1319]
classified-ad [640, 626, 784, 750]
ad-body: Damp Cellars can be cured from inside. No weakening either inside or outside. [19, 1346, 162, 1366]
ad-advertiser: H. F. M'NEILL AND CO., LTD., Land and Estate Agents, 155 Featherston Street, WELLINGTON. [797, 201, 937, 232]
ad-title: GIANT BRAND. [54, 893, 128, 905]
ad-title: DAMP CELLARS [51, 1310, 131, 1322]
ad-body: Five miles from rail, 60 acres felled and grassed; house, outbuildings; £5000. Would subdivide well for dairy and sheep farming. [639, 777, 783, 808]
classified-ad [19, 757, 163, 891]
ad-body: Also, ASBESTOS BUILDING SHEETS. [19, 1063, 155, 1073]
ad-body: 200 ACRES of very fine dairying land, situated in Taranaki, where the grass is always green and the feed good; all the land is level; subdivided into 10 paddocks; well fenced, good 6-room house, sheds, yards, etc.; milking 60 cows. Price, £70 per acre. Terms to be arranged. This is a genuine opportunity. [329, 1057, 474, 1138]
ad-body: 2400 ACRES, Freehold, situated 4 miles from Whakatane Freezing Works, 2 miles from Railway Station, and 2 miles from school, post office, etc.; 1000 acres in grass, 300 acres bush and fern. 150 acres rich drained swamp; about 250 acres cutting down, now grazing; price £7 per acre. [639, 539, 776, 620]
ad-advertiser: LIGHT LUNCHEON PROVIDED. [189, 446, 304, 456]
classified-ad [19, 60, 163, 247]
ad-advertiser: D. WILLIAMSON AND CO., Land Agents, Hawera. [486, 1403, 627, 1423]
ad-advertiser: E. J. GREENSTREET, F.R.I.A.C., 8 Bennett Street, Christchurch. [19, 865, 163, 886]
ad-subtitle: To Waterproof Cement-concrete use TOXEMENT [25, 1323, 157, 1344]
classified-ad [640, 942, 784, 1076]
ad-subtitle: ANNUAL SPRING CATTLE FAIR. [180, 663, 312, 674]
ad-title: A FINE DAIRY or FATTENING FARM, [486, 1088, 627, 1110]
ad-subtitle: BY PUBLIC AUCTION. ON FRIDAY, DECEMBER 13, 1918. [331, 501, 472, 522]
classified-ad [640, 398, 784, 512]
ad-title: HANDY FARM-GOOD COUNTRY-CHEAP. [815, 685, 918, 707]
ad-body: 191 ACRES, freehold, King Country; 150 acres in grass, 30 acres unimproved swamp; 10 acres rich alluvial flat. Situated on a good metal road, 4 miles from railway station; nice 5-roomed house, cowshed and all outbuildings; good school, etc. Price, £27 per acre; easy terms. We invite a "Register and Property Inquiry," comprising particulars of hundreds of farm and city properties. Call or write for a copy. [639, 291, 783, 392]
column-3 [324, 42, 479, 1742]
ad-title: A GRAZING PROPOSITION. [645, 186, 778, 198]
ad-title: 160 ACRES, first-class country, [955, 1412, 1090, 1424]
ad-body: 2300 Freehold, 1200 N.S.E., at 6d. per acre rental. Freehold 2000 grass; rest bush, fern and swamp; all ridable, well fenced, watered. Wintering 2500 sheep, 200 cattle, and 30 horses; 5-roomed house and woolshed. Price, £5 per acre. [639, 853, 782, 914]
ad-body: WE have BUYERS for Dairy and Sheep Farms (suitable for Returned Soldiers). Small Dairy Farms for Sale or Lease. Improved Sheep Farm, 300-400 acres near Wellington. OWNERS WITH PROPERTY FOR SALE-SEND US FULL PARTICULARS. WE HAVE FOR SALE- 490 ACRES, 5 miles from SHANNON, good hilly country; 350 acres bush. 325 ACRES, 25 miles from FEILDING, all in grass, 10 paddocks; Sheep country. [949, 782, 1092, 894]
